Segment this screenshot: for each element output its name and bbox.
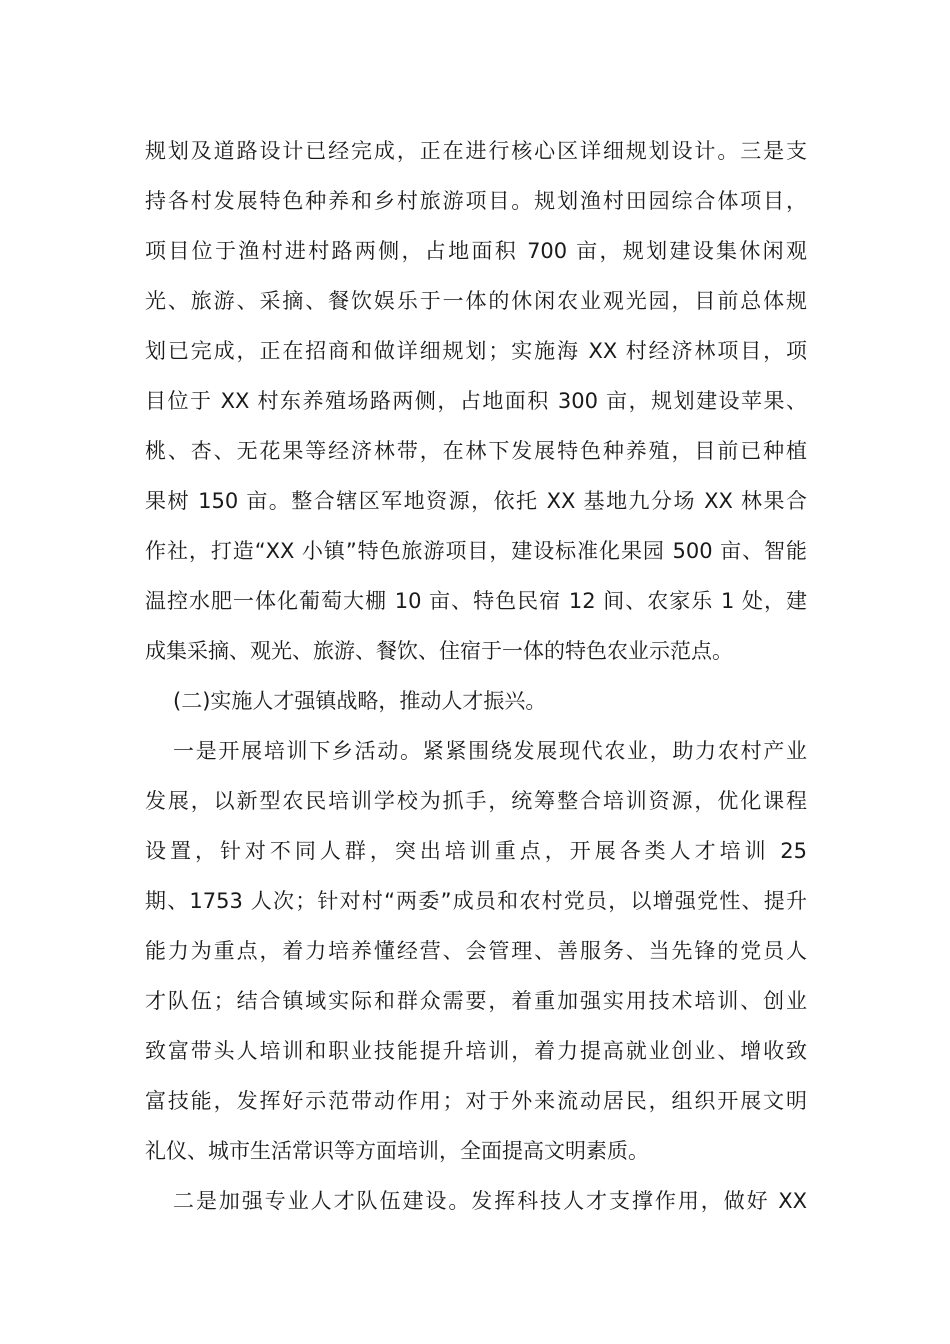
text-line: 划已完成，正在招商和做详细规划；实施海 XX 村经济林项目，项: [145, 339, 807, 363]
text-line: 才队伍；结合镇域实际和群众需要，着重加强实用技术培训、创业: [145, 989, 807, 1013]
text-line: 作社，打造“XX 小镇”特色旅游项目，建设标准化果园 500 亩、智能: [145, 539, 807, 563]
text-line: 能力为重点，着力培养懂经营、会管理、善服务、当先锋的党员人: [145, 939, 807, 963]
text-line: 致富带头人培训和职业技能提升培训，着力提高就业创业、增收致: [145, 1039, 807, 1063]
text-line: 果树 150 亩。整合辖区军地资源，依托 XX 基地九分场 XX 林果合: [145, 489, 807, 513]
text-line: 二是加强专业人才队伍建设。发挥科技人才支撑作用，做好 XX: [173, 1189, 807, 1213]
text-line: 项目位于渔村进村路两侧，占地面积 700 亩，规划建设集休闲观: [145, 239, 807, 263]
text-line: 期、1753 人次；针对村“两委”成员和农村党员，以增强党性、提升: [145, 889, 807, 913]
text-line: 光、旅游、采摘、餐饮娱乐于一体的休闲农业观光园，目前总体规: [145, 289, 807, 313]
text-line: 持各村发展特色种养和乡村旅游项目。规划渔村田园综合体项目，: [145, 189, 807, 213]
text-line: 规划及道路设计已经完成，正在进行核心区详细规划设计。三是支: [145, 139, 807, 163]
text-line: 成集采摘、观光、旅游、餐饮、住宿于一体的特色农业示范点。: [145, 639, 733, 663]
text-line: 目位于 XX 村东养殖场路两侧，占地面积 300 亩，规划建设苹果、: [145, 389, 807, 413]
text-line: 发展，以新型农民培训学校为抓手，统筹整合培训资源，优化课程: [145, 789, 807, 813]
text-line: 温控水肥一体化葡萄大棚 10 亩、特色民宿 12 间、农家乐 1 处，建: [145, 589, 807, 613]
text-line: 礼仪、城市生活常识等方面培训，全面提高文明素质。: [145, 1139, 649, 1163]
body-text: [145, 126, 807, 1226]
text-line: 一是开展培训下乡活动。紧紧围绕发展现代农业，助力农村产业: [173, 739, 807, 763]
text-line: 桃、杏、无花果等经济林带，在林下发展特色种养殖，目前已种植: [145, 439, 807, 463]
text-line: 富技能，发挥好示范带动作用；对于外来流动居民，组织开展文明: [145, 1089, 807, 1113]
text-line: 设置，针对不同人群，突出培训重点，开展各类人才培训 25: [145, 839, 807, 863]
section-heading: (二)实施人才强镇战略，推动人才振兴。: [173, 689, 547, 713]
